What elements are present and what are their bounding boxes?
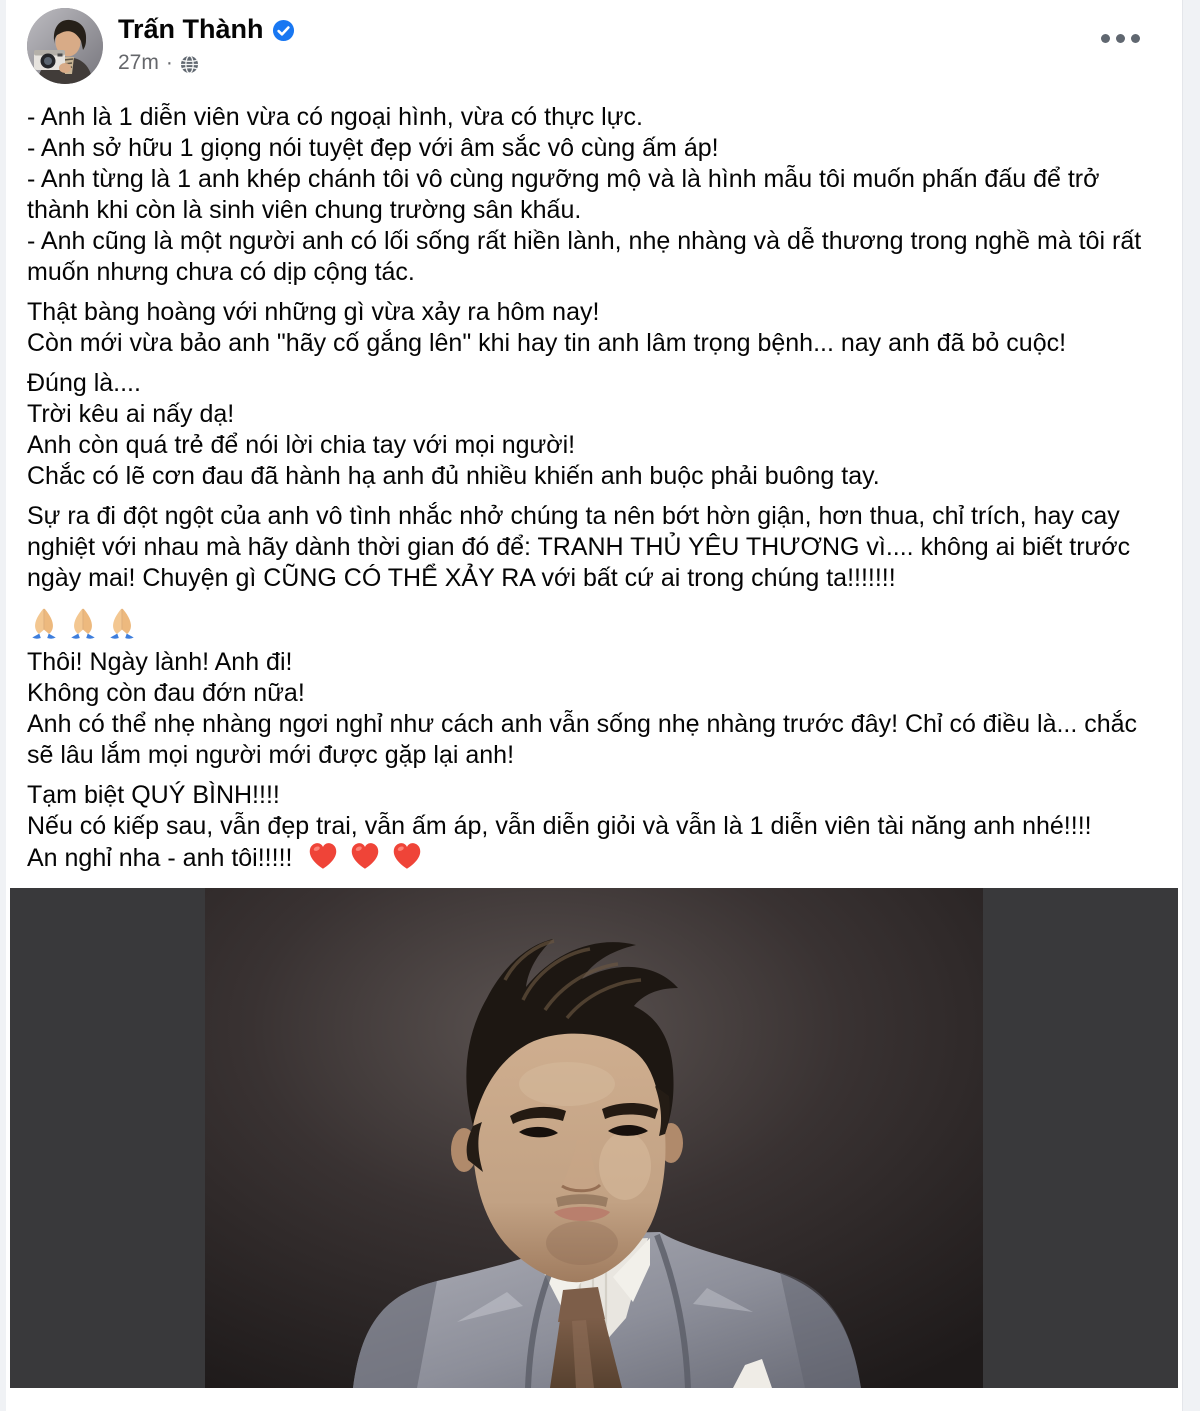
post-line: Thật bàng hoàng với những gì vừa xảy ra hôm nay!: [27, 298, 600, 326]
post-paragraph: [27, 297, 1158, 359]
post-line: - Anh sở hữu 1 giọng nói tuyệt đẹp với âm sắc vô cùng ấm áp!: [27, 134, 719, 162]
post-meta[interactable]: [118, 51, 295, 75]
post-line: Tạm biệt QUÝ BÌNH!!!!: [27, 781, 280, 809]
folded-hands-emoji: [27, 606, 61, 640]
meta-separator: ·: [165, 51, 173, 75]
red-heart-emoji: [308, 842, 338, 870]
post-line: Đúng là....: [27, 369, 141, 397]
avatar[interactable]: [27, 8, 103, 84]
avatar-image: [27, 8, 103, 84]
red-heart-emoji: [350, 842, 380, 870]
folded-hands-emoji: [105, 606, 139, 640]
post-photo[interactable]: [10, 888, 1178, 1388]
post-card: [6, 0, 1183, 1411]
post-line: Anh còn quá trẻ để nói lời chia tay với mọi người!: [27, 431, 576, 459]
more-options-button[interactable]: [1095, 24, 1146, 53]
globe-icon: [180, 55, 199, 74]
post-header: [6, 0, 1182, 84]
verified-badge-icon: [272, 19, 295, 42]
post-paragraph: [27, 102, 1158, 288]
post-text: [6, 84, 1182, 874]
post-line: Chắc có lẽ cơn đau đã hành hạ anh đủ nhiều khiến anh buộc phải buông tay.: [27, 462, 880, 490]
post-line: Nếu có kiếp sau, vẫn đẹp trai, vẫn ấm áp, vẫn diễn giỏi và vẫn là 1 diễn viên tài năng anh nhé!!!!: [27, 812, 1092, 840]
timestamp[interactable]: 27m: [118, 51, 159, 75]
folded-hands-emoji: [66, 606, 100, 640]
post-line: An nghỉ nha - anh tôi!!!!!: [27, 842, 1158, 874]
post-paragraph: [27, 780, 1158, 874]
post-line: - Anh cũng là một người anh có lối sống rất hiền lành, nhẹ nhàng và dễ thương trong nghề mà tôi rất muốn nhưng chưa có dịp cộng tác.: [27, 227, 1142, 286]
post-line: - Anh từng là 1 anh khép chánh tôi vô cùng ngưỡng mộ và là hình mẫu tôi muốn phấn đấu để trở thành khi còn là sinh viên chung trường sân khấu.: [27, 165, 1100, 224]
portrait-image: [205, 888, 983, 1388]
post-line: Trời kêu ai nấy dạ!: [27, 400, 235, 428]
post-paragraph: [27, 368, 1158, 492]
post-line: Không còn đau đớn nữa!: [27, 679, 305, 707]
post-paragraph: [27, 647, 1158, 771]
post-line: Còn mới vừa bảo anh "hãy cố gắng lên" khi hay tin anh lâm trọng bệnh... nay anh đã bỏ cuộc!: [27, 329, 1067, 357]
post-line: Sự ra đi đột ngột của anh vô tình nhắc nhở chúng ta nên bớt hờn giận, hơn thua, chỉ trích, hay cay nghiệt với nhau mà hãy dành thời gian đó để: TRANH THỦ YÊU THƯƠNG vì.... không ai biết trước ngày mai! Chuyện gì CŨNG CÓ THỂ XẢY RA với bất cứ ai trong chúng ta!!!!!!!: [27, 502, 1131, 592]
ellipsis-icon: [1101, 34, 1110, 43]
header-text: [118, 8, 295, 75]
author-name[interactable]: Trấn Thành: [118, 14, 264, 44]
post-line: - Anh là 1 diễn viên vừa có ngoại hình, vừa có thực lực.: [27, 103, 643, 131]
post-line: Thôi! Ngày lành! Anh đi!: [27, 648, 293, 676]
post-line: Anh có thể nhẹ nhàng ngơi nghỉ như cách anh vẫn sống nhẹ nhàng trước đây! Chỉ có điều là... chắc sẽ lâu lắm mọi người mới được gặp lại anh!: [27, 710, 1138, 769]
folded-hands-row: [27, 603, 1158, 643]
red-heart-emoji: [392, 842, 422, 870]
post-paragraph: [27, 501, 1158, 594]
